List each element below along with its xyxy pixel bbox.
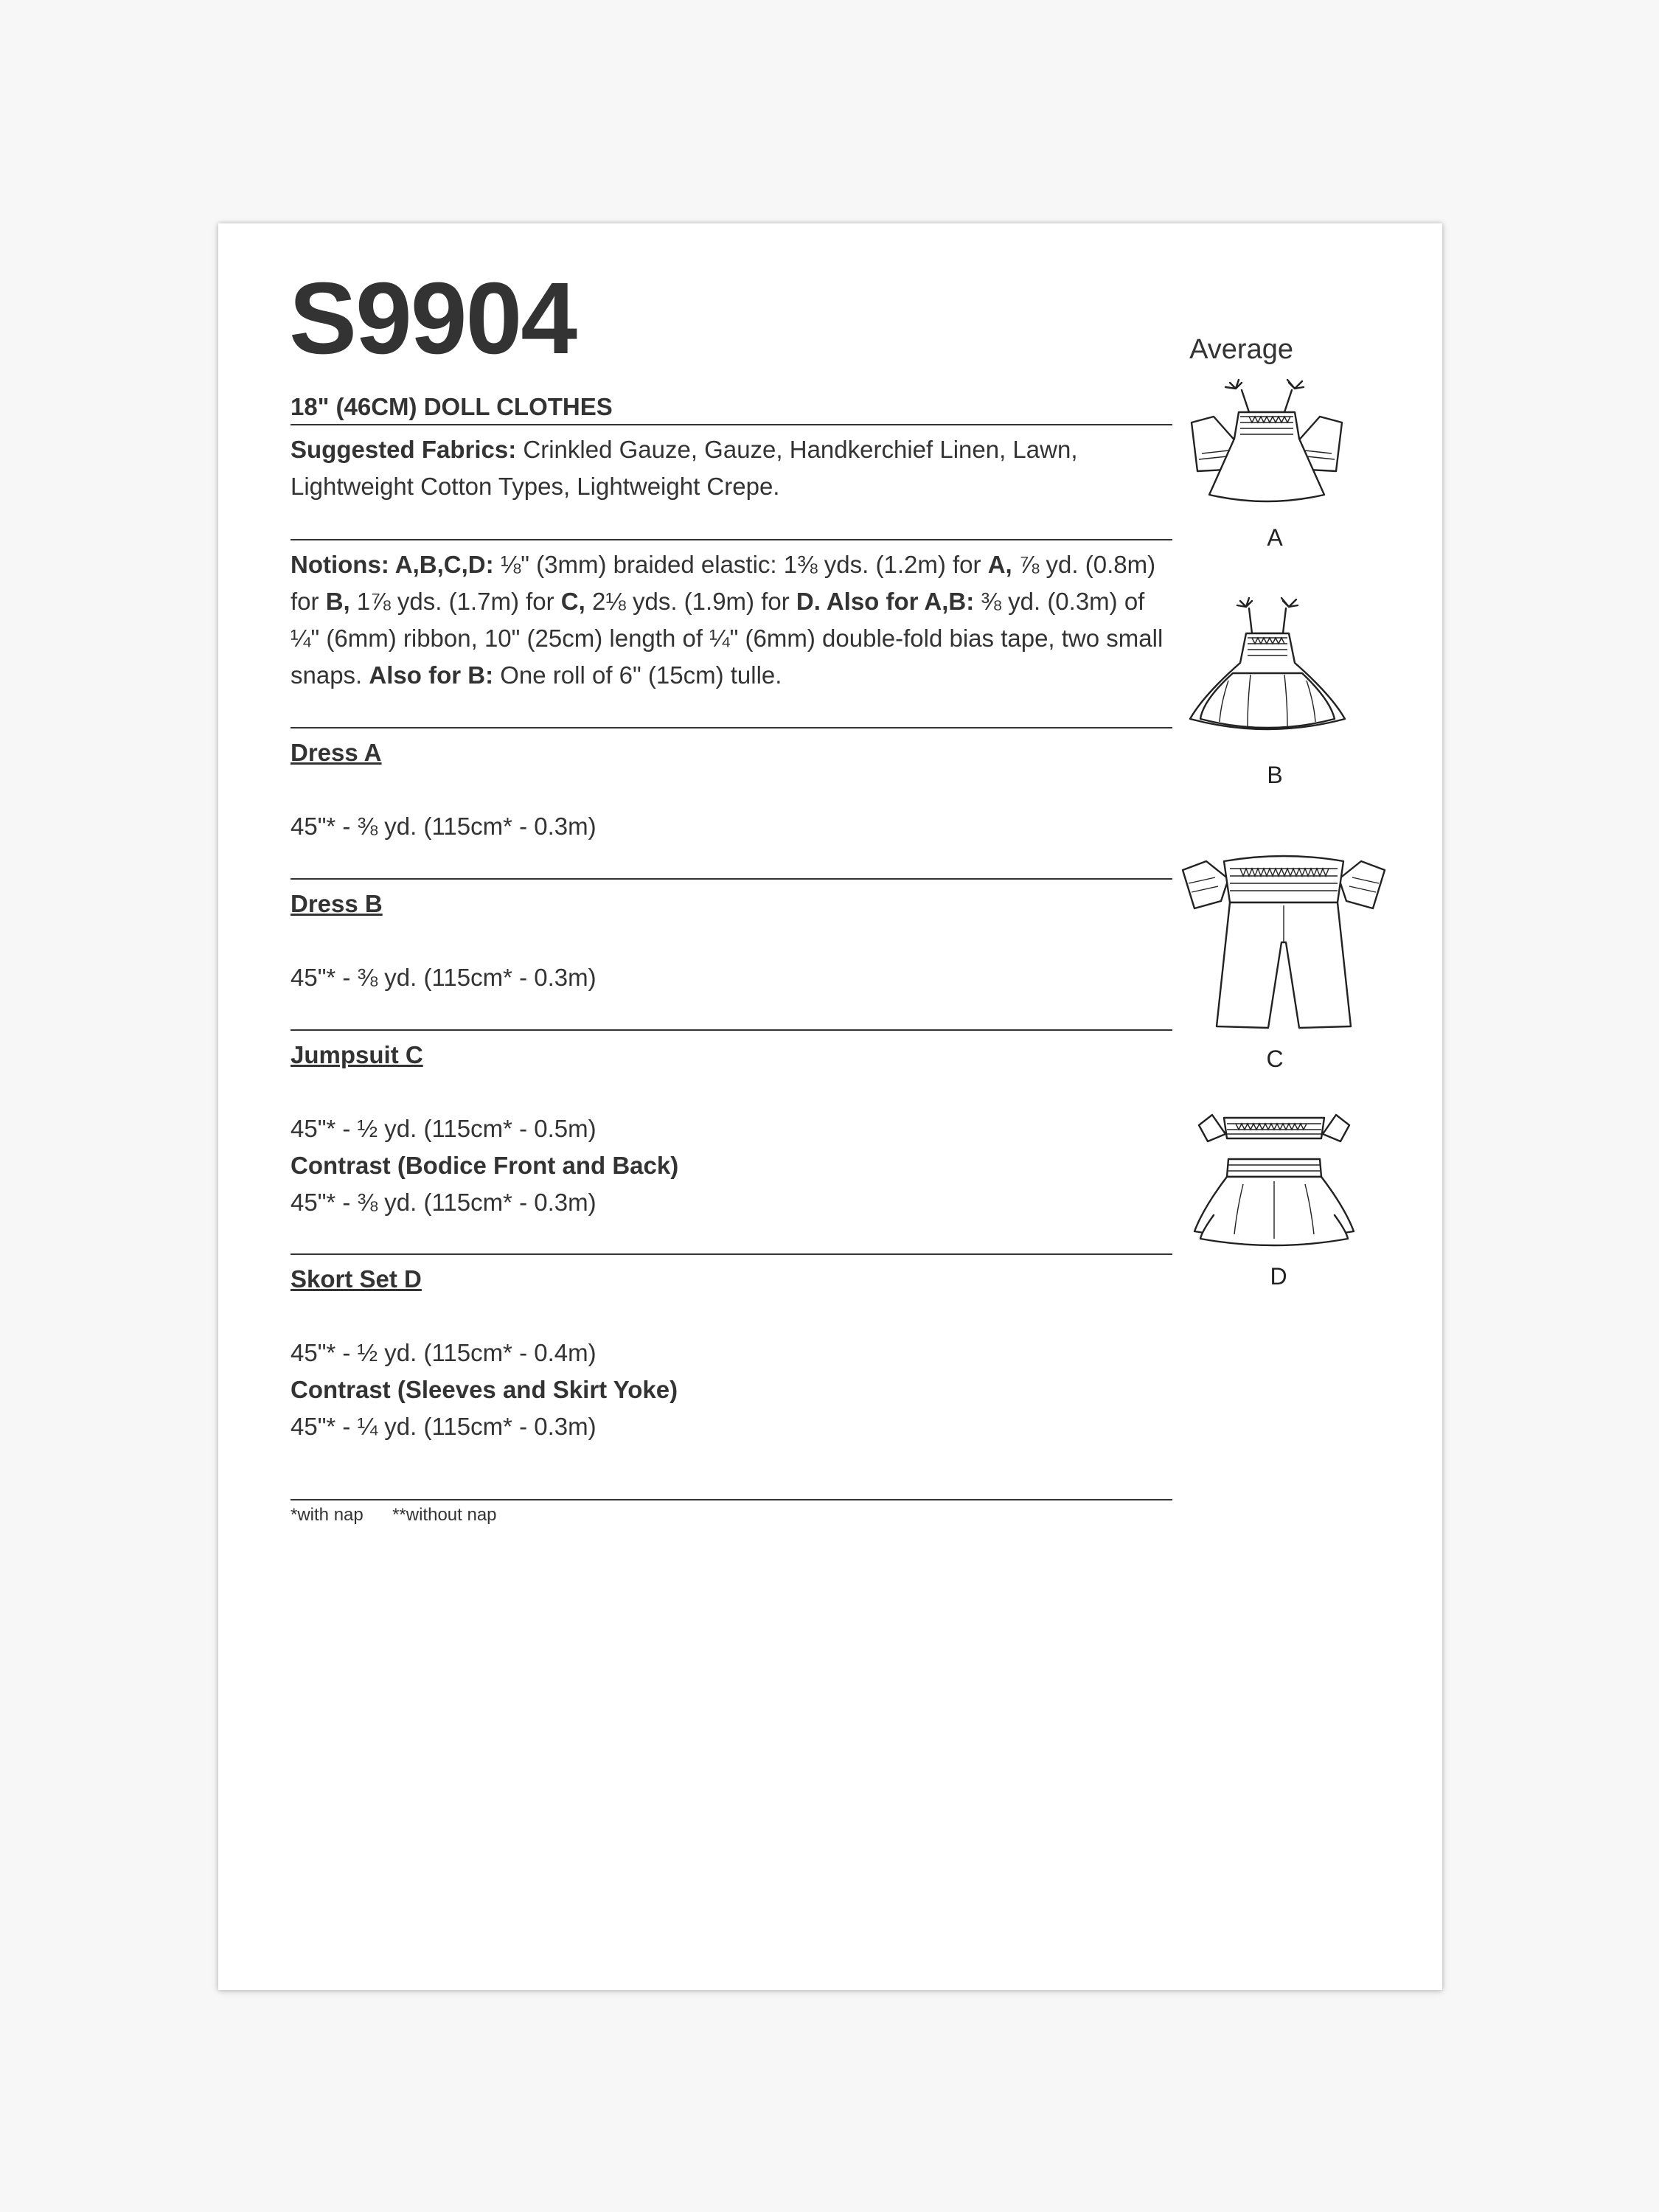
yardage-line: 45"* - ½ yd. (115cm* - 0.5m) [291, 1115, 597, 1142]
pattern-envelope-back [218, 223, 1442, 1990]
divider [291, 1499, 1172, 1500]
view-a-drawing [1184, 371, 1405, 526]
contrast-heading: Contrast (Sleeves and Skirt Yoke) [291, 1376, 678, 1403]
suggested-fabrics [291, 431, 1172, 505]
section-heading: Dress A [291, 739, 382, 766]
section-heading: Skort Set D [291, 1265, 422, 1293]
notions-text: 1⅞ yds. (1.7m) for [349, 588, 561, 615]
notions-view: D. Also for A,B: [796, 588, 975, 615]
view-c-drawing [1177, 832, 1413, 1053]
notions-view: B, [325, 588, 350, 615]
fabrics-label: Suggested Fabrics: [291, 436, 517, 463]
yardage-line: 45"* - ⅜ yd. (115cm* - 0.3m) [291, 1189, 597, 1216]
view-b-drawing [1184, 592, 1405, 747]
divider [291, 1253, 1172, 1255]
notions-text: 2⅛ yds. (1.9m) for [585, 588, 796, 615]
fabrics-text: Crinkled Gauze, Gauze, Handkerchief Linen, Lawn, Lightweight Cotton Types, Lightweight Crepe. [291, 436, 1078, 500]
pattern-title: 18" (46CM) DOLL CLOTHES [291, 393, 613, 420]
yardage-line: 45"* - ⅜ yd. (115cm* - 0.3m) [291, 813, 597, 840]
divider [291, 727, 1172, 728]
notions [291, 546, 1172, 694]
view-d-label: D [1270, 1263, 1287, 1290]
section-dress-a [291, 734, 1172, 845]
view-a-label: A [1267, 524, 1283, 551]
section-heading: Jumpsuit C [291, 1041, 423, 1068]
view-b-label: B [1267, 762, 1283, 788]
footnote [291, 1504, 1172, 1526]
notions-view: Also for B: [369, 661, 494, 689]
contrast-heading: Contrast (Bodice Front and Back) [291, 1152, 679, 1179]
view-c-label: C [1266, 1046, 1284, 1072]
difficulty-level: Average [1189, 334, 1293, 365]
section-jumpsuit-c [291, 1037, 1172, 1221]
divider [291, 539, 1172, 540]
section-heading: Dress B [291, 890, 383, 917]
notions-view: A, [987, 551, 1012, 578]
notions-label: Notions: A,B,C,D: [291, 551, 494, 578]
divider [291, 1029, 1172, 1031]
divider [291, 424, 1172, 425]
divider [291, 878, 1172, 880]
notions-view: C, [560, 588, 585, 615]
notions-text: ⅞ yd. (0.8m) for [291, 551, 1156, 615]
notions-text: ⅛" (3mm) braided elastic: 1⅜ yds. (1.2m) for [493, 551, 988, 578]
yardage-line: 45"* - ⅜ yd. (115cm* - 0.3m) [291, 964, 597, 991]
section-skort-set-d [291, 1261, 1172, 1445]
pattern-number: S9904 [289, 262, 577, 375]
section-dress-b [291, 886, 1172, 996]
notions-text: One roll of 6" (15cm) tulle. [493, 661, 782, 689]
without-nap-note: **without nap [392, 1505, 497, 1525]
notions-text: ⅜ yd. (0.3m) of ¼" (6mm) ribbon, 10" (25cm) length of ¼" (6mm) double-fold bias tape, two small snaps. [291, 588, 1164, 689]
yardage-line: 45"* - ¼ yd. (115cm* - 0.3m) [291, 1413, 597, 1440]
with-nap-note: *with nap [291, 1505, 364, 1525]
yardage-line: 45"* - ½ yd. (115cm* - 0.4m) [291, 1339, 597, 1366]
view-d-drawing [1192, 1105, 1405, 1267]
